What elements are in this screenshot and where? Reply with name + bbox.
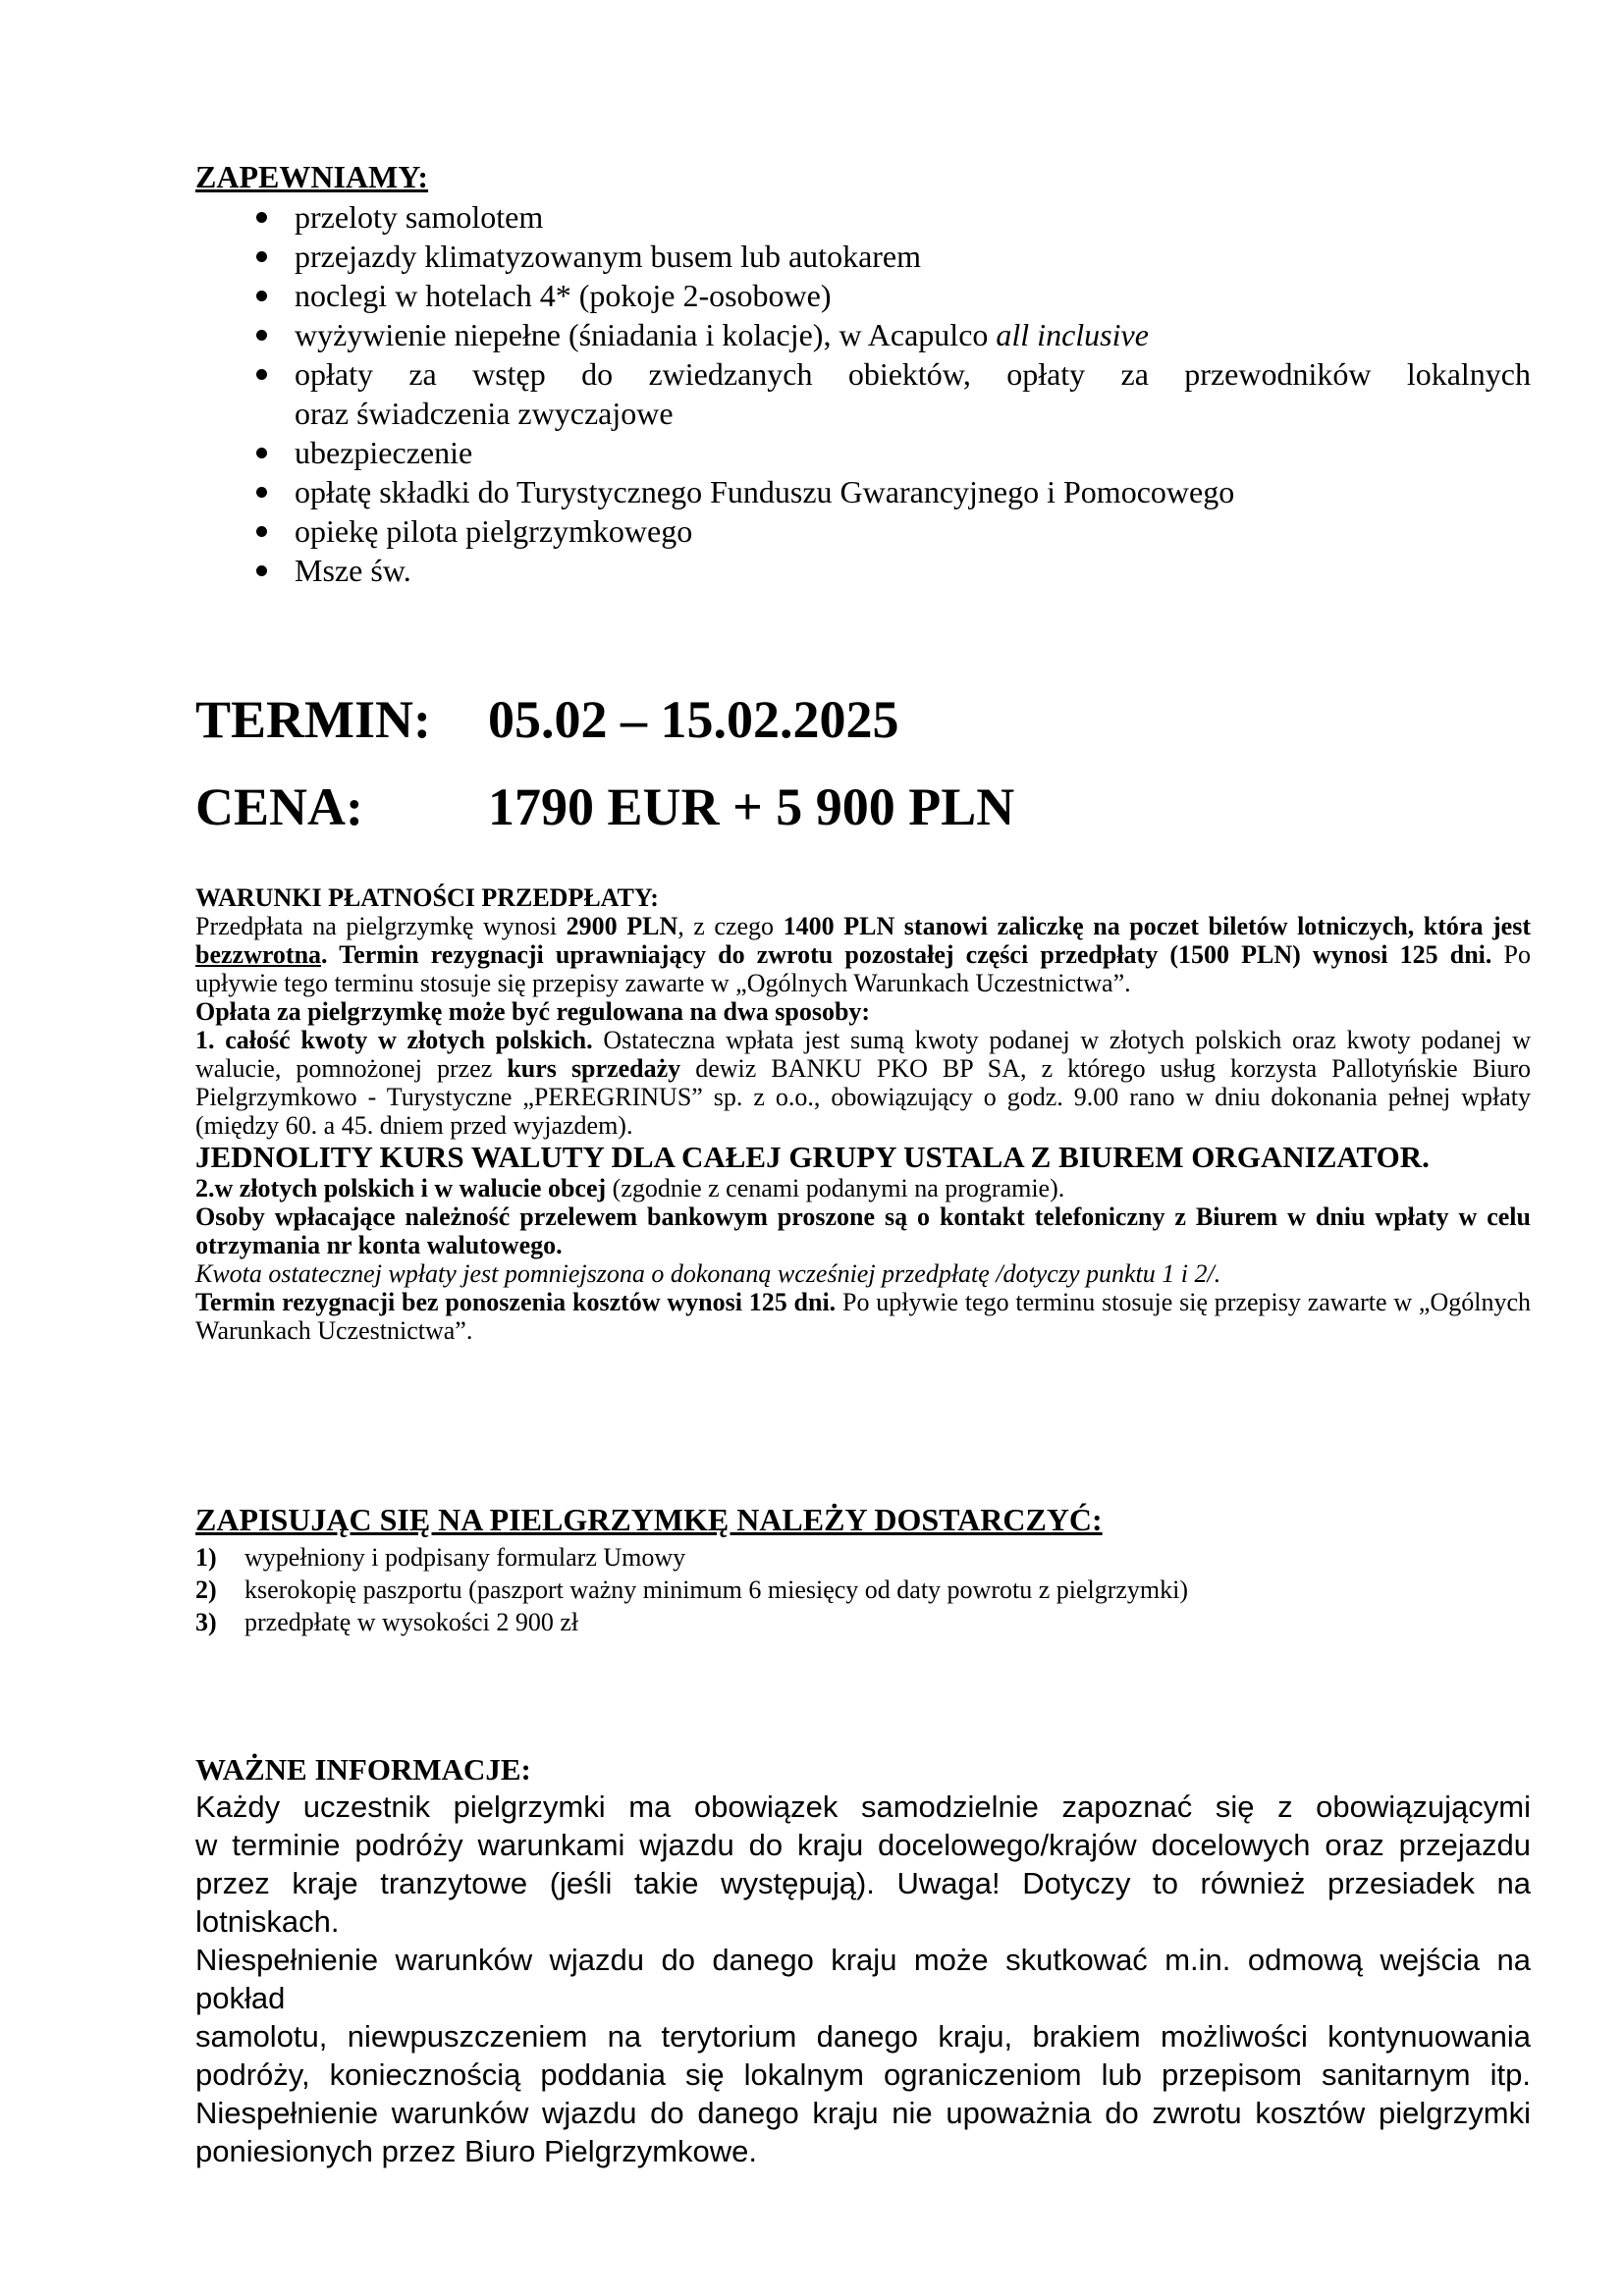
important-info-paragraph: Każdy uczestnik pielgrzymki ma obowiązek samodzielnie zapoznać się z obowiązującymi w terminie podróży warunkami wjazdu do kraju docelowego/krajów docelowych oraz przejazdu przez kraje tranzytowe (jeśli takie występują). Uwaga! Dotyczy to również przesiadek na lotniskach. Niespełnienie warunków wjazdu do danego kraju może skutkować m.in. odmową wejścia na pokład samolotu, niewpuszczeniem na terytorium danego kraju, brakiem możliwości kontynuowania podróży, koniecznością poddania się lokalnym ograniczeniom lub przepisom sanitarnym itp. Niespełnienie warunków wjazdu do danego kraju nie upoważnia do zwrotu kosztów pielgrzymki poniesionych przez Biuro Pielgrzymkowe. <box>195 1789 1531 2168</box>
list-item: opłaty za wstęp do zwiedzanych obiektów, opłaty za przewodników lokalnych oraz świadczenia zwyczajowe <box>195 354 1531 433</box>
list-item: noclegi w hotelach 4* (pokoje 2-osobowe) <box>195 276 1531 315</box>
zapewniamy-heading: ZAPEWNIAMY: <box>195 159 429 194</box>
bullet-icon <box>256 291 267 301</box>
list-item: przeloty samolotem <box>195 197 1531 237</box>
important-info-heading: WAŻNE INFORMACJE: <box>195 1752 531 1787</box>
list-item: opłatę składki do Turystycznego Funduszu Gwarancyjnego i Pomocowego <box>195 472 1531 511</box>
cena-value: 1790 EUR + 5 900 PLN <box>488 777 1015 836</box>
payment-methods-heading: Opłata za pielgrzymkę może być regulowana na dwa sposoby: <box>195 997 871 1026</box>
payment-terms-heading: WARUNKI PŁATNOŚCI PRZEDPŁATY: <box>195 883 659 912</box>
payment-terms-section <box>195 883 1531 1345</box>
bank-transfer-notice: Osoby wpłacające należność przelewem bankowym proszone są o kontakt telefoniczny z Biurem w dniu wpłaty w celu otrzymania nr konta walutowego. <box>195 1202 1531 1259</box>
required-documents-list <box>195 1541 1188 1638</box>
zapewniamy-list <box>195 197 1531 590</box>
exchange-rate-notice: JEDNOLITY KURS WALUTY DLA CAŁEJ GRUPY USTALA Z BIUREM ORGANIZATOR. <box>195 1140 1430 1174</box>
bullet-icon <box>256 330 267 341</box>
bullet-icon <box>256 487 267 498</box>
prepayment-paragraph: Przedpłata na pielgrzymkę wynosi 2900 PLN, z czego 1400 PLN stanowi zaliczkę na poczet biletów lotniczych, która jest bezzwrotna. Termin rezygnacji uprawniający do zwrotu pozostałej części przedpłaty (1500 PLN) wynosi 125 dni. Po upływie tego terminu stosuje się przepisy zawarte w „Ogólnych Warunkach Uczestnictwa”. <box>195 912 1531 997</box>
list-item: Msze św. <box>195 551 1531 590</box>
bullet-icon <box>256 448 267 458</box>
final-payment-note: Kwota ostatecznej wpłaty jest pomniejszona o dokonaną wcześniej przedpłatę /dotyczy punktu 1 i 2/. <box>195 1259 1221 1288</box>
list-item: opiekę pilota pielgrzymkowego <box>195 511 1531 551</box>
cancellation-paragraph: Termin rezygnacji bez ponoszenia kosztów wynosi 125 dni. Po upływie tego terminu stosuje się przepisy zawarte w „Ogólnych Warunkach Uczestnictwa”. <box>195 1288 1531 1345</box>
bullet-icon <box>256 251 267 262</box>
list-item: 3) przedpłatę w wysokości 2 900 zł <box>195 1608 579 1636</box>
termin-label: TERMIN: <box>195 690 431 749</box>
list-item: przejazdy klimatyzowanym busem lub autokarem <box>195 237 1531 276</box>
bullet-icon <box>256 526 267 537</box>
list-item: 2) kserokopię paszportu (paszport ważny minimum 6 miesięcy od daty powrotu z pielgrzymki) <box>195 1575 1189 1604</box>
list-item: 1) wypełniony i podpisany formularz Umowy <box>195 1543 686 1572</box>
bullet-icon <box>256 212 267 223</box>
method-2-paragraph: 2.w złotych polskich i w walucie obcej (zgodnie z cenami podanymi na programie). <box>195 1174 1065 1202</box>
bullet-icon <box>256 565 267 576</box>
list-item: wyżywienie niepełne (śniadania i kolacje), w Acapulco all inclusive <box>195 315 1531 354</box>
termin-value: 05.02 – 15.02.2025 <box>488 690 899 749</box>
zapisujac-heading: ZAPISUJĄC SIĘ NA PIELGRZYMKĘ NALEŻY DOSTARCZYĆ: <box>195 1502 1103 1537</box>
list-item: ubezpieczenie <box>195 433 1531 472</box>
method-1-paragraph: 1. całość kwoty w złotych polskich. Ostateczna wpłata jest sumą kwoty podanej w złotych polskich oraz kwoty podanej w walucie, pomnożonej przez kurs sprzedaży dewiz BANKU PKO BP SA, z którego usług korzysta Pallotyńskie Biuro Pielgrzymkowo - Turystyczne „PEREGRINUS” sp. z o.o., obowiązujący o godz. 9.00 rano w dniu dokonania pełnej wpłaty (między 60. a 45. dniem przed wyjazdem). <box>195 1026 1532 1140</box>
bullet-icon <box>256 369 267 380</box>
cena-label: CENA: <box>195 777 363 836</box>
